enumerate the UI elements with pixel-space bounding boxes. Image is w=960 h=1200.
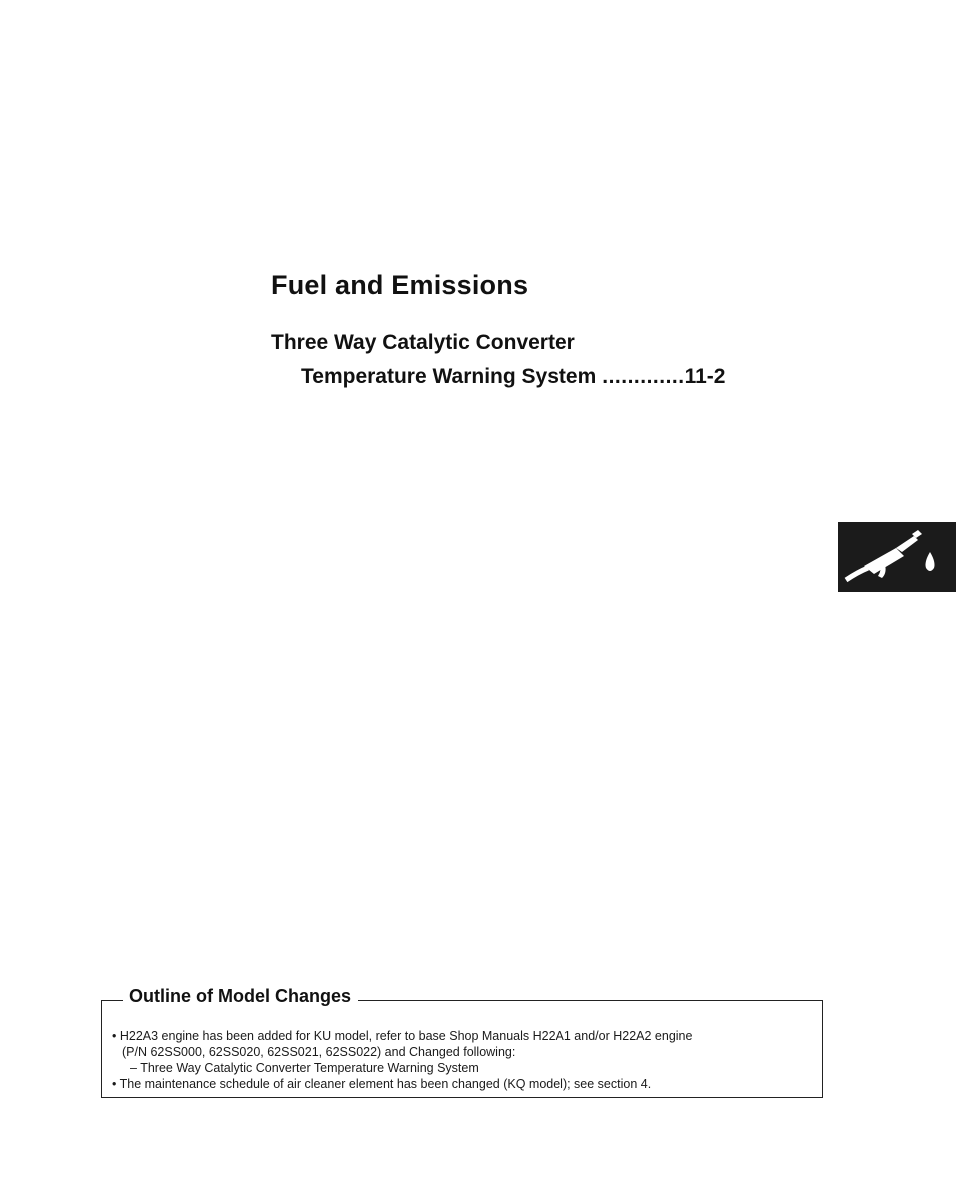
outline-line: • The maintenance schedule of air cleaner element has been changed (KQ model); see section 4.	[112, 1077, 652, 1091]
toc-leader: .............	[602, 365, 685, 388]
toc-heading: Three Way Catalytic Converter	[271, 331, 575, 354]
outline-box	[101, 986, 823, 1098]
outline-line: – Three Way Catalytic Converter Temperature Warning System	[130, 1061, 479, 1075]
section-tab-marker	[838, 522, 956, 592]
toc-entry-title: Temperature Warning System	[301, 365, 597, 388]
outline-line: • H22A3 engine has been added for KU model, refer to base Shop Manuals H22A1 and/or H22A2 engine	[112, 1029, 693, 1043]
section-title: Fuel and Emissions	[271, 270, 529, 300]
outline-border-right	[358, 1000, 823, 1001]
outline-title: Outline of Model Changes	[129, 986, 352, 1006]
fuel-nozzle-icon	[838, 522, 956, 592]
toc-page-number: 11-2	[684, 365, 726, 388]
outline-line: (P/N 62SS000, 62SS020, 62SS021, 62SS022) and Changed following:	[122, 1045, 516, 1059]
outline-list	[112, 1028, 814, 1092]
outline-border-left	[101, 1000, 123, 1001]
toc-entry[interactable]	[301, 365, 725, 389]
